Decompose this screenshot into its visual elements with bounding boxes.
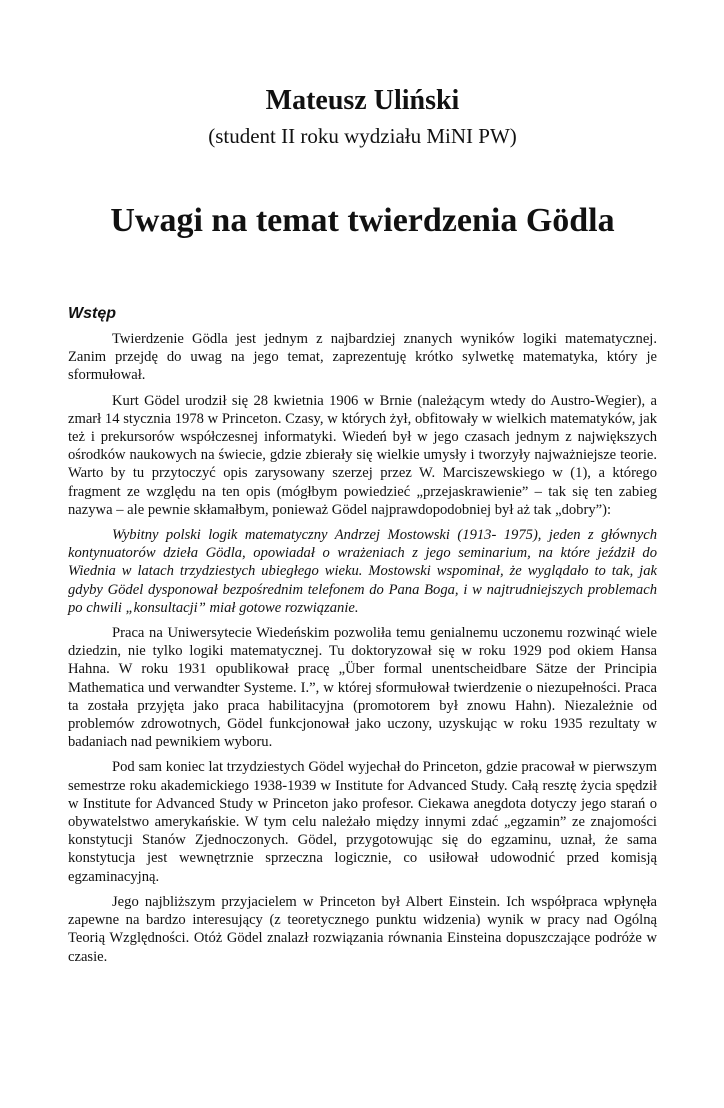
paragraph: Pod sam koniec lat trzydziestych Gödel wyjechał do Princeton, gdzie pracował w pierwszym semestrze roku akademickiego 1938-1939 w Institute for Advanced Study. Całą resztę życia spędził w Institute for Advanced Study w Princeton jako profesor. Ciekawa anegdota dotyczy jego starań o obywatelstwo amerykańskie. W tym celu należało między innymi zdać „egzamin” ze znajomości konstytucji Stanów Zjednoczonych. Gödel, przygotowując się do egzaminu, uznał, że sama konstytucja jest wewnętrznie sprzeczna logicznie, co usiłował udowodnić przed komisją egzaminacyjną. [68,759,657,885]
paragraph: Praca na Uniwersytecie Wiedeńskim pozwoliła temu genialnemu uczonemu rozwinąć wiele dziedzin, nie tylko logiki matematycznej. Tu doktoryzował się w roku 1929 pod okiem Hansa Hahna. W roku 1931 opublikował pracę „Über formal unentscheidbare Sätze der Principia Mathematica und verwandter Systeme. I.”, w której sformułował twierdzenie o niezupełności. Praca ta została przyjęta jako praca habilitacyjna (promotorem był znowu Hahn). Niezależnie od problemów zdrowotnych, Gödel funkcjonował jako uczony, uzyskując w roku 1935 rezultaty w badaniach nad pewnikiem wyboru. [68,625,657,751]
quote-paragraph: Wybitny polski logik matematyczny Andrzej Mostowski (1913- 1975), jeden z głównych kontynuatorów dzieła Gödla, opowiadał o wrażeniach z jego seminarium, na które jeździł do Wiednia w latach trzydziestych ubiegłego wieku. Mostowski wspominał, że wyglądało to tak, jak gdyby Gödel dysponował bezpośrednim telefonem do Pana Boga, i w najtrudniejszych problemach po chwili „konsultacji” miał gotowe rozwiązanie. [68,527,657,616]
section-body [68,330,657,966]
paragraph: Kurt Gödel urodził się 28 kwietnia 1906 w Brnie (należącym wtedy do Austro-Wegier), a zmarł 14 stycznia 1978 w Princeton. Czasy, w których żył, obfitowały w wielkich matematyków, jak też i prekursorów współczesnej informatyki. Wiedeń był w jego czasach jednym z największych ośrodków naukowych na świecie, gdzie zbierały się wielkie umysły i tworzyły najważniejsze teorie. Warto by tu przytoczyć opis zarysowany szerzej przez W. Marciszewskiego w (1), a którego fragment ze względu na ten opis (mógłbym powiedzieć „przejaskrawienie” – tak się ten zabieg nazywa – ale pewnie skłamałbym, ponieważ Gödel najprawdopodobniej był aż tak „dobry”): [68,392,657,518]
author-affiliation: (student II roku wydziału MiNI PW) [208,124,517,148]
paragraph: Jego najbliższym przyjacielem w Princeton był Albert Einstein. Ich współpraca wpłynęła zapewne na bardzo interesujący (z teoretycznego punktu widzenia) wynik w pracy nad Ogólną Teorią Względności. Otóż Gödel znalazł rozwiązania równania Einsteina dopuszczające podróże w czasie. [68,893,657,965]
section-heading: Wstęp [68,305,116,322]
document-title: Uwagi na temat twierdzenia Gödla [110,202,615,239]
document-page [0,84,724,1108]
paragraph: Twierdzenie Gödla jest jednym z najbardziej znanych wyników logiki matematycznej. Zanim przejdę do uwag na jego temat, zaprezentuję krótko sylwetkę matematyka, który je sformułował. [68,331,657,384]
author-name: Mateusz Uliński [265,85,460,116]
